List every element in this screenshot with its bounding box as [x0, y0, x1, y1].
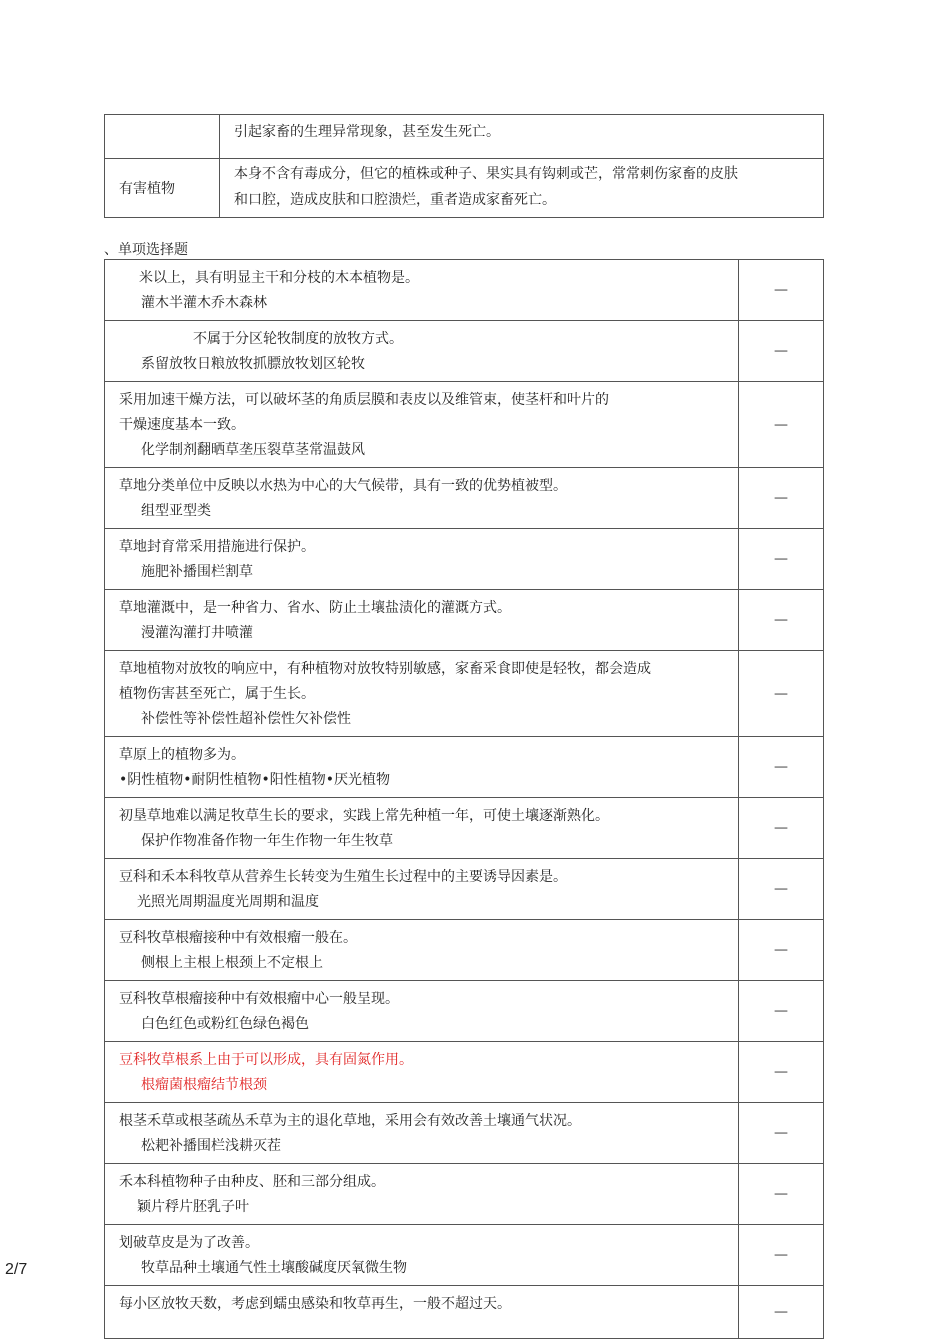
question-text: 草地分类单位中反映以水热为中心的大气候带，具有一致的优势植被型。 [119, 478, 567, 494]
question-row [105, 529, 824, 590]
question-text: 草地灌溉中，是一种省力、省水、防止土壤盐渍化的灌溉方式。 [119, 600, 511, 616]
question-table [104, 259, 824, 1339]
question-cell [105, 1103, 739, 1164]
answer-blank: — [739, 798, 824, 859]
definition-text-line: 本身不含有毒成分，但它的植株或种子、果实具有钩刺或芒，常常刺伤家畜的皮肤 [234, 166, 738, 182]
definition-text-cell [220, 115, 824, 159]
question-text: 豆科牧草根系上由于可以形成，具有固氮作用。 [119, 1052, 413, 1068]
question-options: 光照光周期温度光周期和温度 [137, 894, 319, 910]
question-row [105, 260, 824, 321]
answer-blank: — [739, 1103, 824, 1164]
question-options: 侧根上主根上根颈上不定根上 [141, 955, 323, 971]
question-options: 白色红色或粉红色绿色褐色 [141, 1016, 309, 1032]
question-row [105, 1042, 824, 1103]
question-cell [105, 529, 739, 590]
question-cell [105, 920, 739, 981]
question-cell [105, 1286, 739, 1339]
answer-blank: — [739, 981, 824, 1042]
question-row [105, 590, 824, 651]
page-number: 2/7 [5, 1261, 28, 1278]
question-text: 草地植物对放牧的响应中，有种植物对放牧特别敏感，家畜采食即使是轻牧，都会造成 [119, 661, 651, 677]
question-text: 米以上，具有明显主干和分枝的木本植物是。 [139, 270, 419, 286]
question-row [105, 920, 824, 981]
question-text: 草地封育常采用措施进行保护。 [119, 539, 315, 555]
answer-blank: — [739, 859, 824, 920]
question-cell [105, 468, 739, 529]
definition-text-cell [220, 159, 824, 218]
question-row [105, 1103, 824, 1164]
answer-blank: — [739, 321, 824, 382]
answer-blank: — [739, 920, 824, 981]
answer-blank: — [739, 1225, 824, 1286]
question-text: 草原上的植物多为。 [119, 747, 245, 763]
question-options: 化学制剂翻晒草垄压裂草茎常温鼓风 [141, 442, 365, 458]
question-row [105, 651, 824, 737]
question-cell [105, 651, 739, 737]
answer-blank: — [739, 1042, 824, 1103]
question-options: 松耙补播围栏浅耕灭茬 [141, 1138, 281, 1154]
answer-blank: — [739, 382, 824, 468]
definition-table [104, 114, 824, 218]
answer-blank: — [739, 260, 824, 321]
question-text: 采用加速干燥方法，可以破坏茎的角质层膜和表皮以及维管束，使茎杆和叶片的 [119, 392, 609, 408]
question-cell [105, 1164, 739, 1225]
question-options: 根瘤菌根瘤结节根颈 [141, 1077, 267, 1093]
definition-text: 引起家畜的生理异常现象，甚至发生死亡。 [234, 124, 500, 140]
question-cell [105, 321, 739, 382]
answer-blank: — [739, 651, 824, 737]
question-options: 漫灌沟灌打井喷灌 [141, 625, 253, 641]
question-cell [105, 1042, 739, 1103]
question-text: 每小区放牧天数，考虑到蠕虫感染和牧草再生，一般不超过天。 [119, 1296, 511, 1312]
question-options: 颖片稃片胚乳子叶 [137, 1199, 249, 1215]
question-cell [105, 590, 739, 651]
question-options: 保护作物准备作物一年生作物一年生牧草 [141, 833, 393, 849]
question-options: 牧草品种土壤通气性土壤酸碱度厌氧微生物 [141, 1260, 407, 1276]
answer-blank: — [739, 737, 824, 798]
question-cell [105, 859, 739, 920]
question-cell [105, 798, 739, 859]
question-options: 系留放牧日粮放牧抓膘放牧划区轮牧 [141, 356, 365, 372]
question-text: 豆科和禾本科牧草从营养生长转变为生殖生长过程中的主要诱导因素是。 [119, 869, 567, 885]
question-text: 禾本科植物种子由种皮、胚和三部分组成。 [119, 1174, 385, 1190]
question-row [105, 468, 824, 529]
definition-label-cell-empty [105, 115, 220, 159]
question-cell [105, 382, 739, 468]
question-row [105, 1164, 824, 1225]
question-text: 初垦草地难以满足牧草生长的要求，实践上常先种植一年，可使土壤逐渐熟化。 [119, 808, 609, 824]
question-options: 补偿性等补偿性超补偿性欠补偿性 [141, 711, 351, 727]
question-options: 灌木半灌木乔木森林 [141, 295, 267, 311]
answer-blank: — [739, 468, 824, 529]
question-text: 豆科牧草根瘤接种中有效根瘤中心一般呈现。 [119, 991, 399, 1007]
answer-blank: — [739, 1164, 824, 1225]
question-row [105, 382, 824, 468]
question-text: 干燥速度基本一致。 [119, 417, 245, 433]
question-cell [105, 737, 739, 798]
question-cell [105, 981, 739, 1042]
question-cell [105, 1225, 739, 1286]
definition-text-line: 和口腔，造成皮肤和口腔溃烂，重者造成家畜死亡。 [234, 192, 556, 208]
question-text: 划破草皮是为了改善。 [119, 1235, 259, 1251]
answer-blank: — [739, 590, 824, 651]
answer-blank: — [739, 529, 824, 590]
question-text: 豆科牧草根瘤接种中有效根瘤一般在。 [119, 930, 357, 946]
question-row [105, 981, 824, 1042]
question-options: 施肥补播围栏割草 [141, 564, 253, 580]
question-cell [105, 260, 739, 321]
answer-blank: — [739, 1286, 824, 1339]
question-row [105, 1225, 824, 1286]
question-row [105, 859, 824, 920]
question-text: 根茎禾草或根茎疏丛禾草为主的退化草地，采用会有效改善土壤通气状况。 [119, 1113, 581, 1129]
question-text: 植物伤害甚至死亡，属于生长。 [119, 686, 315, 702]
definition-label-cell [105, 159, 220, 218]
question-options: 组型亚型类 [141, 503, 211, 519]
question-row [105, 737, 824, 798]
definition-label: 有害植物 [119, 181, 175, 197]
question-text: 不属于分区轮牧制度的放牧方式。 [193, 331, 403, 347]
question-row [105, 798, 824, 859]
section-heading: 、单项选择题 [104, 242, 188, 258]
question-row [105, 1286, 824, 1339]
question-row [105, 321, 824, 382]
question-options: •阴性植物•耐阴性植物•阳性植物•厌光植物 [119, 772, 391, 788]
